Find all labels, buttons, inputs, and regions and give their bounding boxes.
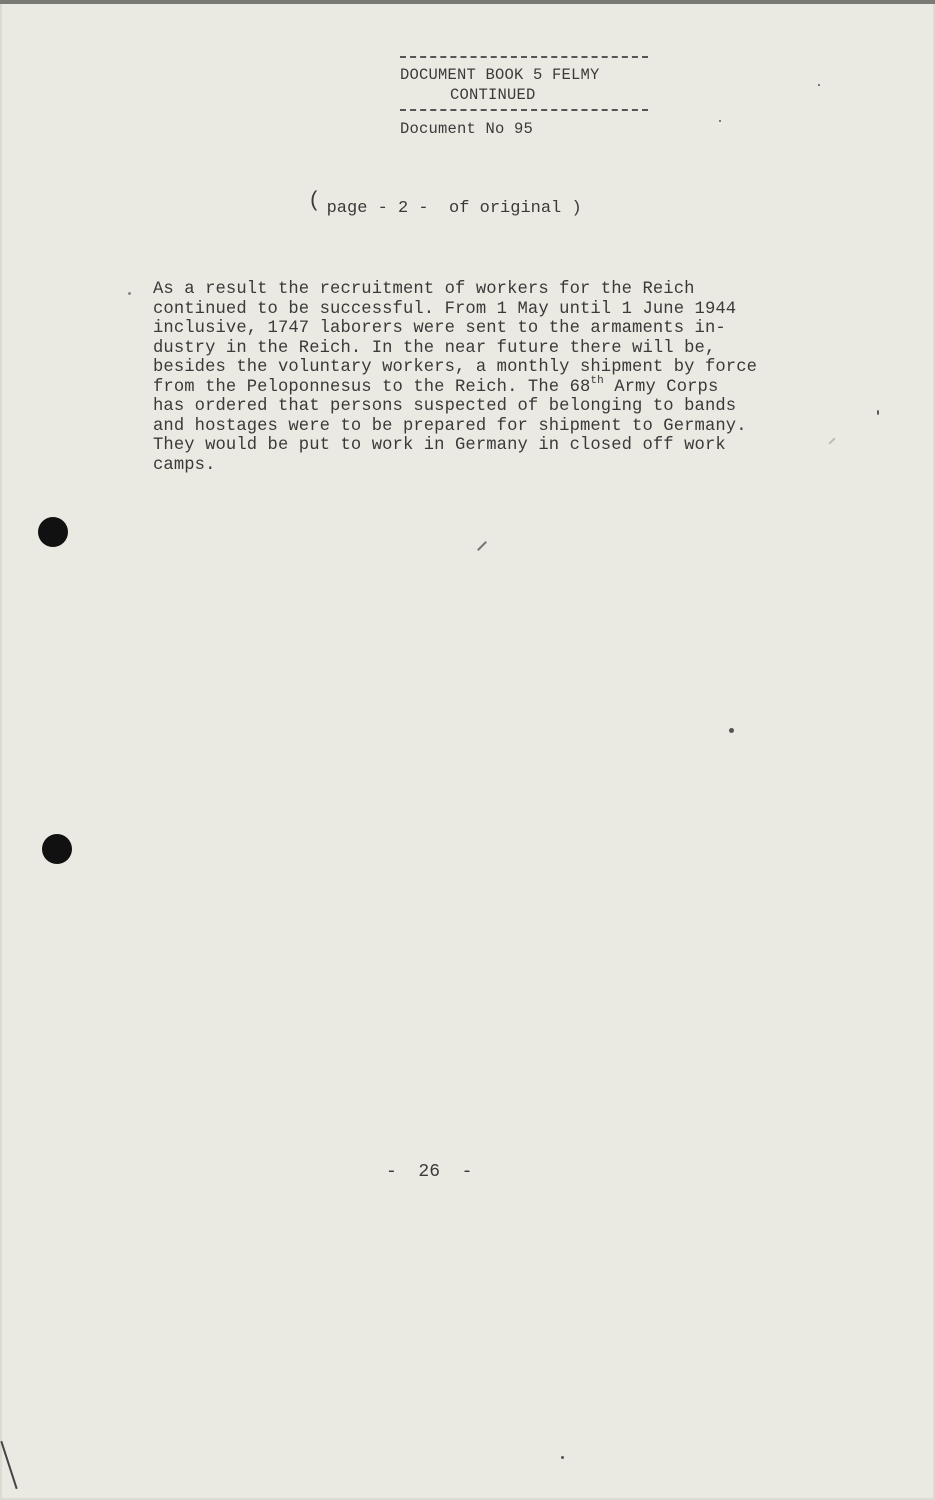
body-line: continued to be successful. From 1 May until 1 June 1944 <box>153 299 737 319</box>
header-rule-top <box>400 56 648 58</box>
punch-hole <box>42 834 72 864</box>
body-line: and hostages were to be prepared for shipment to Germany. <box>153 416 747 436</box>
page-number: - 26 - <box>386 1162 473 1182</box>
page-reference-text: page - 2 - of original ) <box>326 199 582 218</box>
body-line: As a result the recruitment of workers for the Reich <box>153 280 695 299</box>
page-reference <box>308 190 582 219</box>
header-rule-bottom <box>400 109 648 111</box>
body-line-segment: from the Peloponnesus to the Reich. The 68 <box>153 377 591 397</box>
margin-dot <box>128 292 131 295</box>
corner-scratch <box>0 1441 17 1489</box>
ordinal-superscript: th <box>590 374 604 387</box>
ink-speck <box>877 410 879 415</box>
body-line: has ordered that persons suspected of belonging to bands <box>153 397 737 416</box>
pencil-mark <box>477 541 487 551</box>
page-reference-open-paren: ( <box>308 190 321 213</box>
body-line: dustry in the Reich. In the near future there will be, <box>153 338 716 358</box>
body-line: They would be put to work in Germany in closed off work <box>153 436 726 455</box>
document-header <box>400 56 700 139</box>
page-top-edge <box>0 0 935 4</box>
body-line <box>153 374 853 398</box>
ink-speck <box>719 120 721 122</box>
body-line: besides the voluntary workers, a monthly shipment by force <box>153 358 758 377</box>
body-line: camps. <box>153 455 216 475</box>
ink-speck <box>729 728 734 733</box>
body-line-segment: Army Corps <box>603 377 719 397</box>
body-paragraph <box>153 280 853 475</box>
header-title: DOCUMENT BOOK 5 FELMY <box>400 66 600 84</box>
ink-speck <box>818 84 820 86</box>
punch-hole <box>38 517 68 547</box>
body-line: inclusive, 1747 laborers were sent to the armaments in- <box>153 319 726 338</box>
header-subtitle: CONTINUED <box>450 86 536 104</box>
document-number: Document No 95 <box>400 120 534 138</box>
ink-speck <box>561 1456 564 1459</box>
